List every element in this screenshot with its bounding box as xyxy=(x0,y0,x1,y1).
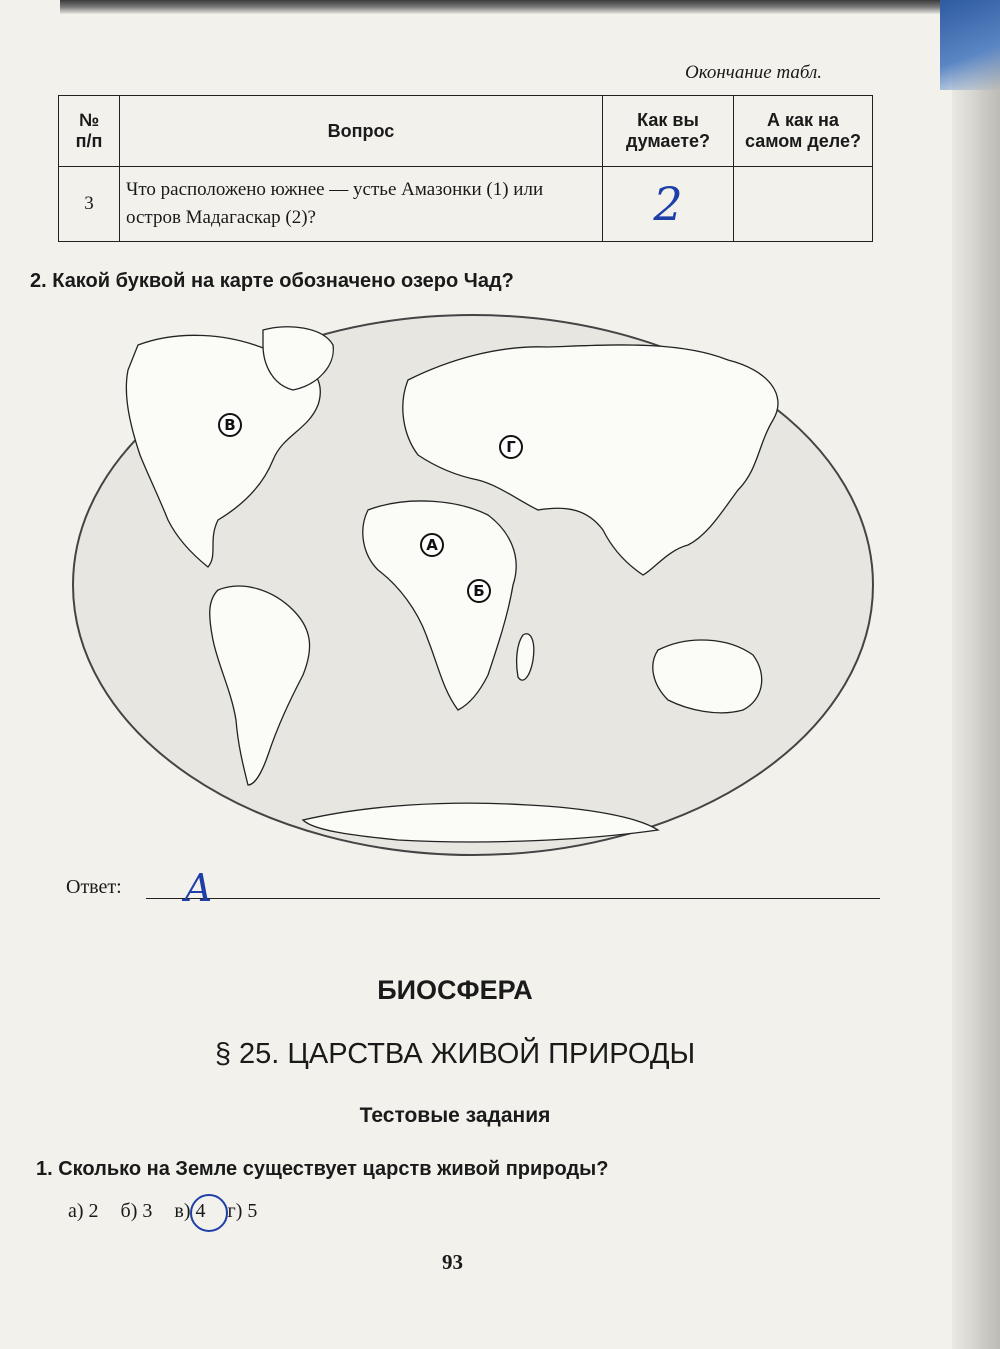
option-a-value: 2 xyxy=(88,1200,99,1222)
row-question: Что расположено южнее — устье Амазонки (1) или остров Мадагаскар (2)? xyxy=(120,167,603,242)
option-v-letter: в) xyxy=(174,1200,191,1222)
handwritten-answer: 2 xyxy=(653,177,683,231)
world-map-svg xyxy=(68,305,878,865)
answer-options xyxy=(68,1200,257,1223)
option-g[interactable] xyxy=(228,1200,258,1223)
option-g-value: 5 xyxy=(247,1200,258,1222)
option-a[interactable] xyxy=(68,1200,99,1223)
row-num: 3 xyxy=(59,167,120,242)
header-num: № п/п xyxy=(59,96,120,167)
answer-label: Ответ: xyxy=(66,876,122,898)
question-2-text: 2. Какой буквой на карте обозначено озеро Чад? xyxy=(30,270,514,292)
section-heading: БИОСФЕРА xyxy=(377,975,533,1005)
handwritten-circle-mark xyxy=(190,1194,228,1232)
map-label-v xyxy=(219,414,241,436)
table-header-row xyxy=(59,96,873,167)
map-label-a-text: А xyxy=(426,536,438,554)
option-v-value: 4 xyxy=(195,1200,206,1222)
row-think-answer[interactable] xyxy=(603,167,734,242)
option-b-value: 3 xyxy=(142,1200,153,1222)
table-caption: Окончание табл. xyxy=(685,62,823,83)
answer-line xyxy=(66,866,880,910)
map-label-v-text: В xyxy=(224,416,236,434)
test-tasks-heading: Тестовые задания xyxy=(359,1104,551,1127)
book-cover-corner xyxy=(940,0,1000,90)
world-map xyxy=(68,305,878,865)
table-row xyxy=(59,167,873,242)
paragraph-title: § 25. ЦАРСТВА ЖИВОЙ ПРИРОДЫ xyxy=(214,1038,696,1070)
page-number: 93 xyxy=(442,1250,463,1274)
map-label-g-text: Г xyxy=(506,438,516,456)
map-label-g xyxy=(500,436,522,458)
header-think: Как вы думаете? xyxy=(603,96,734,167)
map-label-b xyxy=(468,580,490,602)
option-a-letter: а) xyxy=(68,1200,84,1222)
header-question: Вопрос xyxy=(120,96,603,167)
page-top-shadow xyxy=(60,0,1000,14)
map-label-a xyxy=(421,534,443,556)
question-table xyxy=(58,95,873,242)
handwritten-answer-a: А xyxy=(184,866,213,910)
question-1-text: 1. Сколько на Земле существует царств живой природы? xyxy=(36,1158,609,1180)
page-right-edge xyxy=(952,0,1000,1349)
map-label-b-text: Б xyxy=(473,582,485,600)
option-b[interactable] xyxy=(121,1200,153,1223)
option-b-letter: б) xyxy=(120,1200,138,1222)
header-actual: А как на самом деле? xyxy=(734,96,873,167)
option-g-letter: г) xyxy=(227,1200,243,1222)
answer-rule[interactable] xyxy=(146,898,880,899)
row-actual-answer[interactable] xyxy=(734,167,873,242)
option-v[interactable] xyxy=(174,1200,205,1223)
